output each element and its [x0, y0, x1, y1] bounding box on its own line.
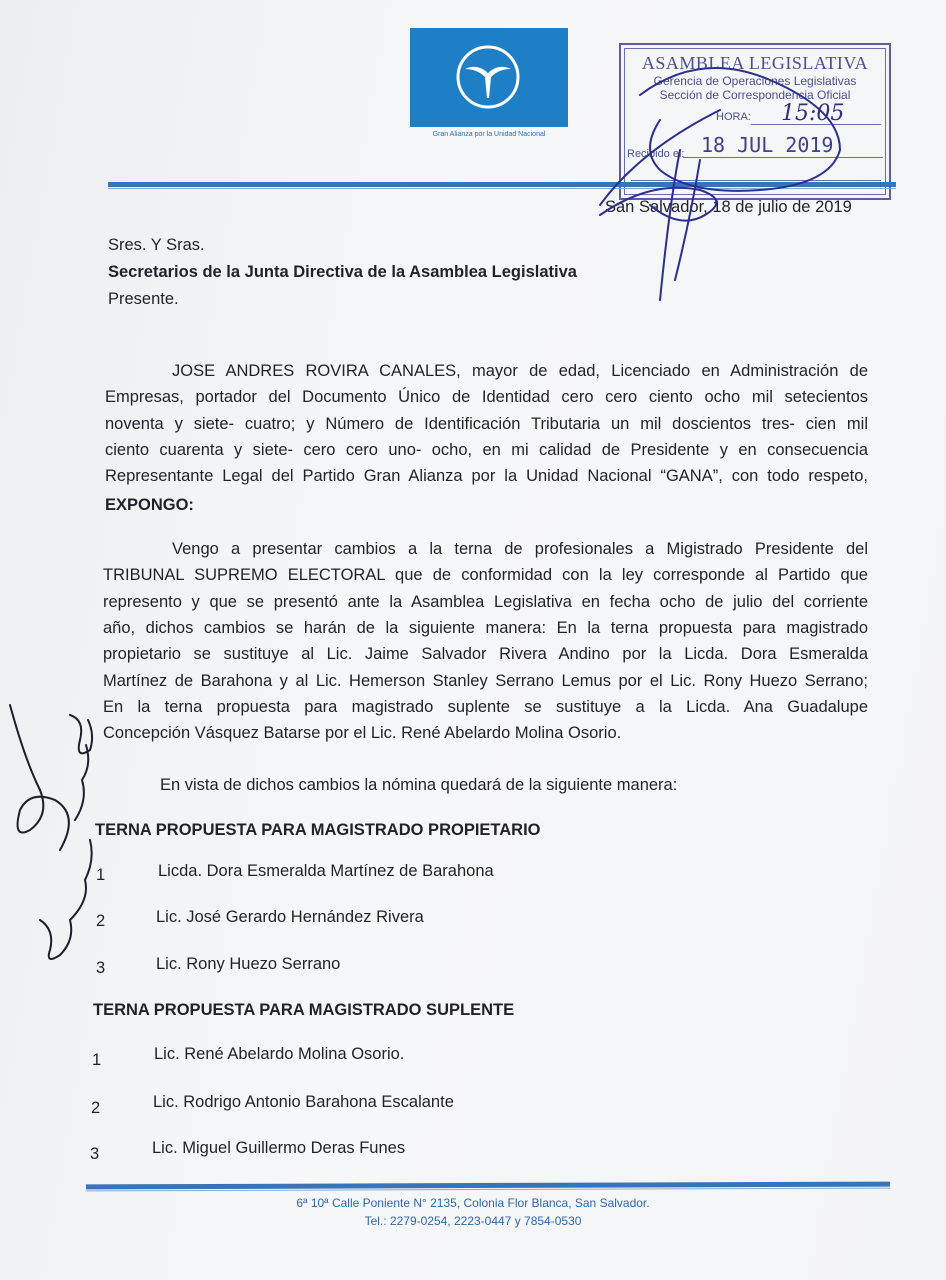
- list-item-name: Lic. José Gerardo Hernández Rivera: [156, 908, 424, 926]
- paragraph-changes-line: En la terna propuesta para magistrado suplente se sustituye a la Licda. Ana Guadalupe: [103, 697, 868, 716]
- stamp-hora-value: 15:05: [781, 101, 845, 126]
- paragraph-intro-line: noventa y siete- cuatro; y Número de Identificación Tributaria un mil doscientos tres- cien mil: [105, 414, 868, 433]
- footer-address: 6ª 10ª Calle Poniente N° 2135, Colonia Flor Blanca, San Salvador.: [296, 1196, 650, 1210]
- paragraph-changes-line: Vengo a presentar cambios a la terna de profesionales a Migistrado Presidente del: [172, 540, 868, 558]
- list-item-name: Lic. Miguel Guillermo Deras Funes: [152, 1139, 406, 1157]
- paragraph-changes-line: propietario se sustituye al Lic. Jaime Salvador Rivera Andino por la Licda. Dora Esmeralda: [103, 645, 868, 664]
- paragraph-changes-line: represento y que se presentó ante la Asamblea Legislativa en fecha ocho de julio del corriente: [103, 592, 868, 611]
- paragraph-intro-line: JOSE ANDRES ROVIRA CANALES, mayor de edad, Licenciado en Administración de: [172, 362, 868, 380]
- expongo-heading: EXPONGO:: [105, 496, 194, 514]
- paragraph-intro-line: ciento cuarenta y siete- cero cero uno- ocho, en mi calidad de Presidente y en consecuencia: [105, 440, 868, 459]
- list-item-name: Lic. René Abelardo Molina Osorio.: [154, 1045, 405, 1063]
- stamp-hora-line: [751, 124, 881, 125]
- paragraph-intro-line: Empresas, portador del Documento Único de Identidad cero cero ciento ocho mil setecientos: [105, 388, 868, 407]
- list-item-number: 1: [96, 866, 106, 884]
- list-item-name: Licda. Dora Esmeralda Martínez de Barahona: [158, 862, 494, 880]
- reception-stamp: [619, 43, 891, 200]
- salutation-recipient: Secretarios de la Junta Directiva de la Asamblea Legislativa: [108, 263, 577, 281]
- list-item-number: 3: [96, 959, 106, 977]
- section-suplente-title: TERNA PROPUESTA PARA MAGISTRADO SUPLENTE: [93, 1001, 515, 1019]
- stamp-title: ASAMBLEA LEGISLATIVA: [641, 53, 869, 73]
- salutation-presente: Presente.: [108, 290, 179, 308]
- header-rule: [108, 182, 896, 187]
- list-item-name: Lic. Rodrigo Antonio Barahona Escalante: [153, 1093, 454, 1111]
- stamp-date-line: [683, 157, 883, 158]
- paragraph-nomina: En vista de dichos cambios la nómina quedará de la siguiente manera:: [160, 776, 678, 794]
- paragraph-changes-line: TRIBUNAL SUPREMO ELECTORAL que de conformidad con la ley corresponde al Partido que: [103, 566, 868, 585]
- stamp-line-2: Sección de Correspondencia Oficial: [659, 88, 851, 102]
- list-item-number: 2: [91, 1099, 101, 1117]
- stamp-bottom-line: [631, 180, 881, 181]
- paragraph-changes-line: Martínez de Barahona y al Lic. Hemerson Stanley Serrano Lemus por el Lic. Rony Huezo Serrano;: [103, 671, 868, 690]
- header-rule-thin: [108, 188, 896, 189]
- stamp-line-1: Gerencia de Operaciones Legislativas: [653, 74, 857, 88]
- salutation-line-1: Sres. Y Sras.: [108, 236, 205, 254]
- section-propietario-title: TERNA PROPUESTA PARA MAGISTRADO PROPIETARIO: [95, 821, 541, 839]
- list-item-number: 2: [96, 912, 106, 930]
- logo-caption: Gran Alianza por la Unidad Nacional: [432, 131, 546, 138]
- margin-signature: [10, 705, 92, 959]
- list-item-number: 3: [90, 1145, 100, 1163]
- party-logo: [410, 28, 568, 127]
- stamp-recibido-label: Recibido el:: [627, 148, 685, 160]
- footer-phones: Tel.: 2279-0254, 2223-0447 y 7854-0530: [364, 1214, 582, 1228]
- paragraph-changes-line: año, dichos cambios se harán de la siguiente manera: En la terna propuesta para magistrado: [103, 618, 868, 637]
- list-item-number: 1: [92, 1051, 102, 1069]
- paragraph-changes-line: Concepción Vásquez Batarse por el Lic. René Abelardo Molina Osorio.: [103, 724, 622, 743]
- stamp-date: 18 JUL 2019: [701, 133, 834, 157]
- swallow-logo-icon: [453, 42, 523, 112]
- paragraph-intro-line: Representante Legal del Partido Gran Alianza por la Unidad Nacional “GANA”, con todo respeto,: [105, 467, 868, 486]
- place-date: San Salvador, 18 de julio de 2019: [605, 198, 852, 216]
- list-item-name: Lic. Rony Huezo Serrano: [156, 955, 341, 973]
- stamp-hora-label: HORA:: [716, 111, 751, 123]
